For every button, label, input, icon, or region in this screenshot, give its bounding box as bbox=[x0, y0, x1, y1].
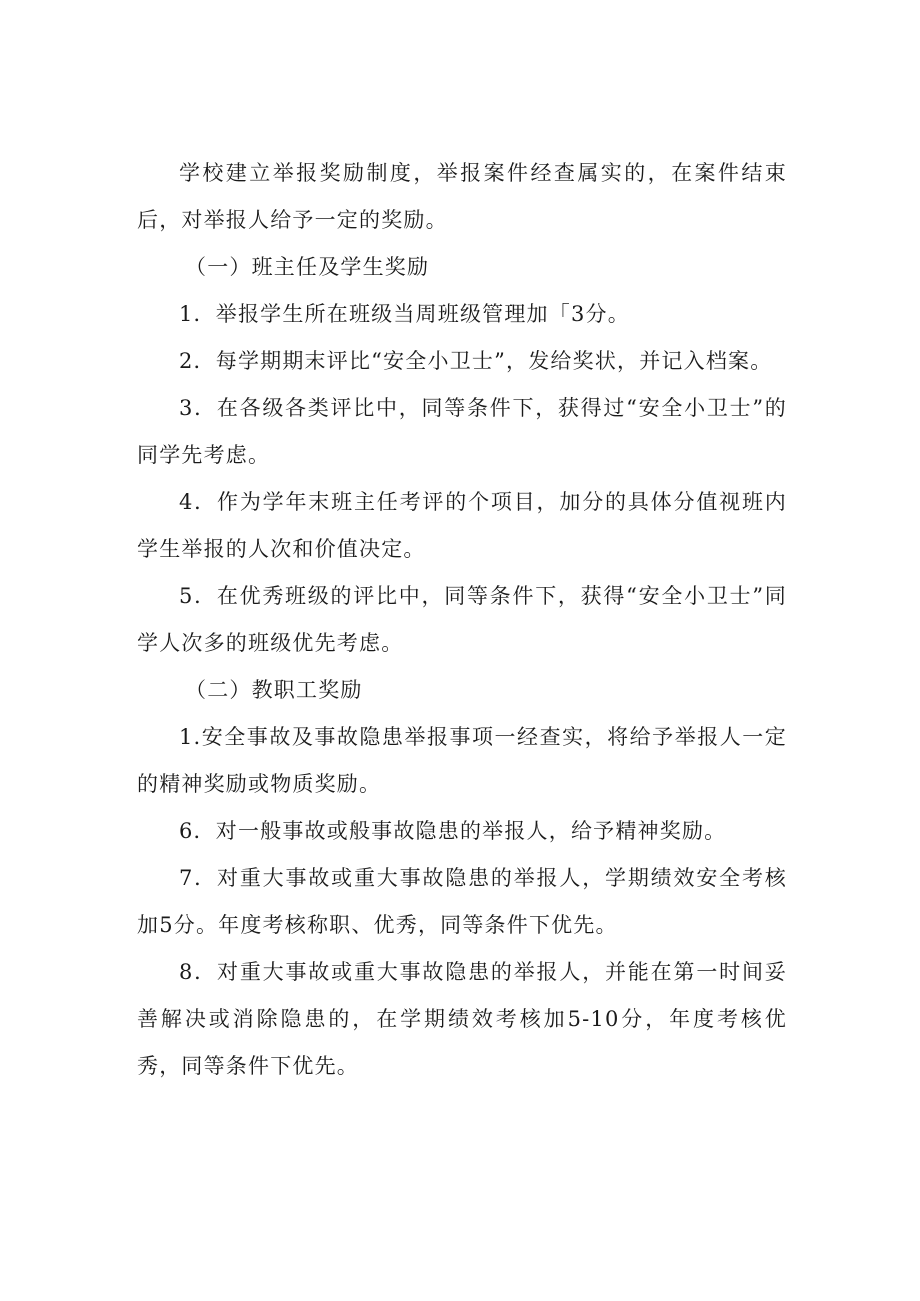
document-body bbox=[137, 150, 787, 1090]
paragraph-item-5: 5．在优秀班级的评比中，同等条件下，获得“安全小卫士”同学人次多的班级优先考虑。 bbox=[137, 584, 787, 655]
paragraph-item-4: 4．作为学年末班主任考评的个项目，加分的具体分值视班内学生举报的人次和价值决定。 bbox=[137, 490, 787, 561]
paragraph-item-2: 2．每学期期末评比“安全小卫士”，发给奖状，并记入档案。 bbox=[179, 349, 773, 373]
paragraph-intro: 学校建立举报奖励制度，举报案件经查属实的，在案件结束后，对举报人给予一定的奖励。 bbox=[137, 161, 787, 232]
paragraph-item-6: 6．对一般事故或般事故隐患的举报人，给予精神奖励。 bbox=[179, 819, 727, 843]
paragraph-item-3: 3．在各级各类评比中，同等条件下，获得过“安全小卫士”的同学先考虑。 bbox=[137, 396, 787, 467]
section-heading-staff: （二）教职工奖励 bbox=[185, 678, 363, 702]
paragraph-item-7: 7．对重大事故或重大事故隐患的举报人，学期绩效安全考核加5分。年度考核称职、优秀，同等条件下优先。 bbox=[137, 866, 787, 937]
paragraph-item-8: 8．对重大事故或重大事故隐患的举报人，并能在第一时间妥善解决或消除隐患的，在学期绩效考核加5-10分，年度考核优秀，同等条件下优先。 bbox=[137, 960, 787, 1078]
paragraph-staff-item-1: 1.安全事故及事故隐患举报事项一经查实，将给予举报人一定的精神奖励或物质奖励。 bbox=[137, 725, 787, 796]
paragraph-item-1: 1．举报学生所在班级当周班级管理加「3分。 bbox=[179, 302, 630, 326]
section-heading-students: （一）班主任及学生奖励 bbox=[185, 255, 430, 279]
